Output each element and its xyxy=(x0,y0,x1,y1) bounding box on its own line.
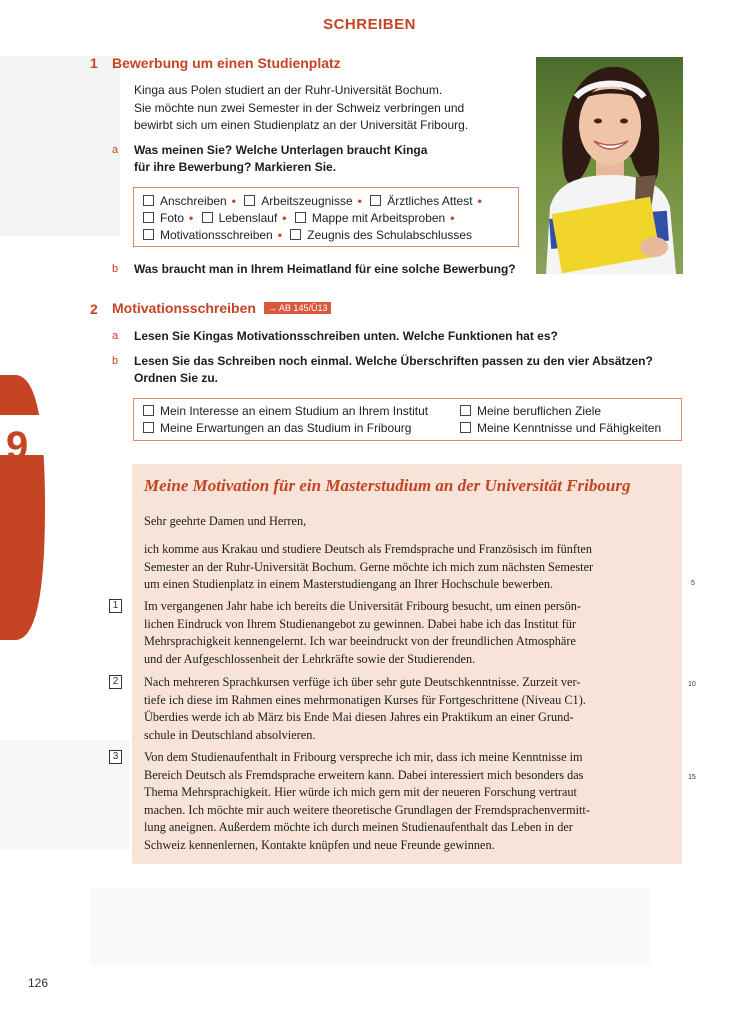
documents-options-box xyxy=(133,187,519,247)
task1-number: 1 xyxy=(90,55,98,71)
task2-number: 2 xyxy=(90,301,98,317)
option-mappe[interactable]: Mappe mit Arbeitsproben xyxy=(295,211,445,225)
task1-a-question xyxy=(134,142,427,176)
checkbox-icon[interactable] xyxy=(244,195,255,206)
letter-line: machen. Ich möchte mir auch weitere theoretische Grundlagen der Fremdsprachenvermitt- xyxy=(144,802,590,817)
heading-option-ziele[interactable]: Meine beruflichen Ziele xyxy=(460,403,601,420)
paragraph-number-box[interactable]: 2 xyxy=(109,675,122,689)
bleed-through-bottom xyxy=(90,888,650,966)
task1-title: Bewerbung um einen Studienplatz xyxy=(112,55,341,71)
question-line: Was meinen Sie? Welche Unterlagen braucht Kinga xyxy=(134,143,428,157)
paragraph-number-box[interactable]: 1 xyxy=(109,599,122,613)
heading-option-kenntnisse[interactable]: Meine Kenntnisse und Fähigkeiten xyxy=(460,420,661,437)
letter-line: Semester an der Ruhr-Universität Bochum. Gerne möchte ich mich zum nächsten Semester xyxy=(144,559,594,574)
letter-line: Im vergangenen Jahr habe ich bereits die Universität Fribourg besucht, um einen persön- xyxy=(144,599,581,613)
chapter-number: 9 xyxy=(6,424,29,468)
letter-line: schule in Deutschland absolvieren. xyxy=(144,727,316,742)
checkbox-icon[interactable] xyxy=(143,212,154,223)
question-line: Ordnen Sie zu. xyxy=(134,371,219,385)
option-motivationsschreiben[interactable]: Motivationsschreiben xyxy=(143,228,273,242)
option-aerztliches-attest[interactable]: Ärztliches Attest xyxy=(370,194,472,208)
task2-b-letter: b xyxy=(112,355,119,367)
checkbox-icon[interactable] xyxy=(290,229,301,240)
option-foto[interactable]: Foto xyxy=(143,211,184,225)
letter-line: Von dem Studienaufenthalt in Fribourg verspreche ich mir, dass ich meine Kenntnisse im xyxy=(144,750,583,764)
letter-line: und der Aufgeschlossenheit der Lehrkräfte sowie der Studierenden. xyxy=(144,651,476,666)
letter-paragraph-2 xyxy=(144,674,586,744)
checkbox-icon[interactable] xyxy=(143,405,154,416)
letter-line: lichen Eindruck von Ihrem Studienangebot zu gewinnen. Dabei habe ich das Institut für xyxy=(144,616,576,631)
task1-b-question: Was braucht man in Ihrem Heimatland für eine solche Bewerbung? xyxy=(134,262,516,276)
paragraph-number-box[interactable]: 3 xyxy=(109,750,122,764)
checkbox-icon[interactable] xyxy=(143,422,154,433)
letter-line: um einen Studienplatz in einem Masterstudiengang an Ihrer Hochschule bewerben. xyxy=(144,577,554,591)
checkbox-icon[interactable] xyxy=(370,195,381,206)
letter-line: Bereich Deutsch als Fremdsprache erweitern kann. Dabei interessiert mich besonders das xyxy=(144,767,584,782)
checkbox-icon[interactable] xyxy=(295,212,306,223)
letter-salutation: Sehr geehrte Damen und Herren, xyxy=(144,514,307,528)
options-row: Anschreiben • Arbeitszeugnisse • Ärztliches Attest • xyxy=(143,193,518,210)
bleed-through-left xyxy=(0,56,120,236)
intro-line: Sie möchte nun zwei Semester in der Schweiz verbringen und xyxy=(134,100,465,115)
task2-heading xyxy=(112,300,331,318)
checkbox-icon[interactable] xyxy=(143,229,154,240)
checkbox-icon[interactable] xyxy=(202,212,213,223)
checkbox-icon[interactable] xyxy=(143,195,154,206)
letter-line: Nach mehreren Sprachkursen verfüge ich über sehr gute Deutschkenntnisse. Zurzeit ver- xyxy=(144,675,581,689)
heading-option-interesse[interactable]: Mein Interesse an einem Studium an Ihrem Institut xyxy=(143,403,428,420)
task2-title: Motivationsschreiben xyxy=(112,300,256,316)
line-number: 10 xyxy=(688,681,696,688)
student-photo xyxy=(536,57,683,274)
options-row: Foto • Lebenslauf • Mappe mit Arbeitsproben • xyxy=(143,210,518,227)
letter-title: Meine Motivation für ein Masterstudium an der Universität Fribourg xyxy=(144,476,631,495)
letter-line: tiefe ich diese im Rahmen eines mehrmonatigen Kurses für Fortgeschrittene (Niveau C1). xyxy=(144,692,586,707)
task1-b-letter: b xyxy=(112,263,119,275)
checkbox-icon[interactable] xyxy=(460,422,471,433)
task2-a-letter: a xyxy=(112,330,119,342)
question-line: für ihre Bewerbung? Markieren Sie. xyxy=(134,160,337,174)
line-number: 5 xyxy=(691,580,695,587)
task2-b-question xyxy=(134,353,653,387)
option-anschreiben[interactable]: Anschreiben xyxy=(143,194,227,208)
line-number: 15 xyxy=(688,774,696,781)
task1-a-letter: a xyxy=(112,144,119,156)
question-line: Lesen Sie das Schreiben noch einmal. Welche Überschriften passen zu den vier Absätzen? xyxy=(134,354,653,368)
page-number: 126 xyxy=(28,976,49,990)
chapter-tab-graphic xyxy=(0,375,45,640)
heading-option-erwartungen[interactable]: Meine Erwartungen an das Studium in Fribourg xyxy=(143,420,411,437)
intro-line: bewirbt sich um einen Studienplatz an der Universität Fribourg. xyxy=(134,118,469,132)
headings-options-box xyxy=(133,398,682,441)
option-zeugnis[interactable]: Zeugnis des Schulabschlusses xyxy=(290,228,472,242)
letter-line: lung aneignen. Außerdem möchte ich durch meinen Studienaufenthalt das Leben in der xyxy=(144,820,573,834)
option-lebenslauf[interactable]: Lebenslauf xyxy=(202,211,278,225)
letter-paragraph-3 xyxy=(144,749,590,854)
section-title: SCHREIBEN xyxy=(323,16,416,33)
letter-line: Thema Mehrsprachigkeit. Hier würde ich mich gern mit der neueren Forschung vertraut xyxy=(144,785,577,799)
options-row: Motivationsschreiben • Zeugnis des Schulabschlusses xyxy=(143,227,518,244)
checkbox-icon[interactable] xyxy=(460,405,471,416)
letter-line: ich komme aus Krakau und studiere Deutsch als Fremdsprache und Französisch im fünften xyxy=(144,542,593,556)
motivation-letter xyxy=(132,464,682,864)
task1-intro xyxy=(134,82,468,135)
letter-paragraph-intro xyxy=(144,541,593,594)
letter-line: Überdies werde ich ab März bis Ende Mai diesen Jahres ein Praktikum an einer Grund- xyxy=(144,710,574,724)
intro-line: Kinga aus Polen studiert an der Ruhr-Universität Bochum. xyxy=(134,83,443,97)
letter-line: Mehrsprachigkeit kennengelernt. Ich war beeindruckt von der freundlichen Atmosphäre xyxy=(144,634,576,648)
letter-paragraph-1 xyxy=(144,598,581,668)
letter-line: Schweiz kennenlernen, Kontakte knüpfen und neue Freunde gewinnen. xyxy=(144,837,495,852)
option-arbeitszeugnisse[interactable]: Arbeitszeugnisse xyxy=(244,194,352,208)
workbook-reference[interactable]: → AB 145/Ü13 xyxy=(264,302,332,314)
task2-a-question: Lesen Sie Kingas Motivationsschreiben unten. Welche Funktionen hat es? xyxy=(134,329,558,343)
